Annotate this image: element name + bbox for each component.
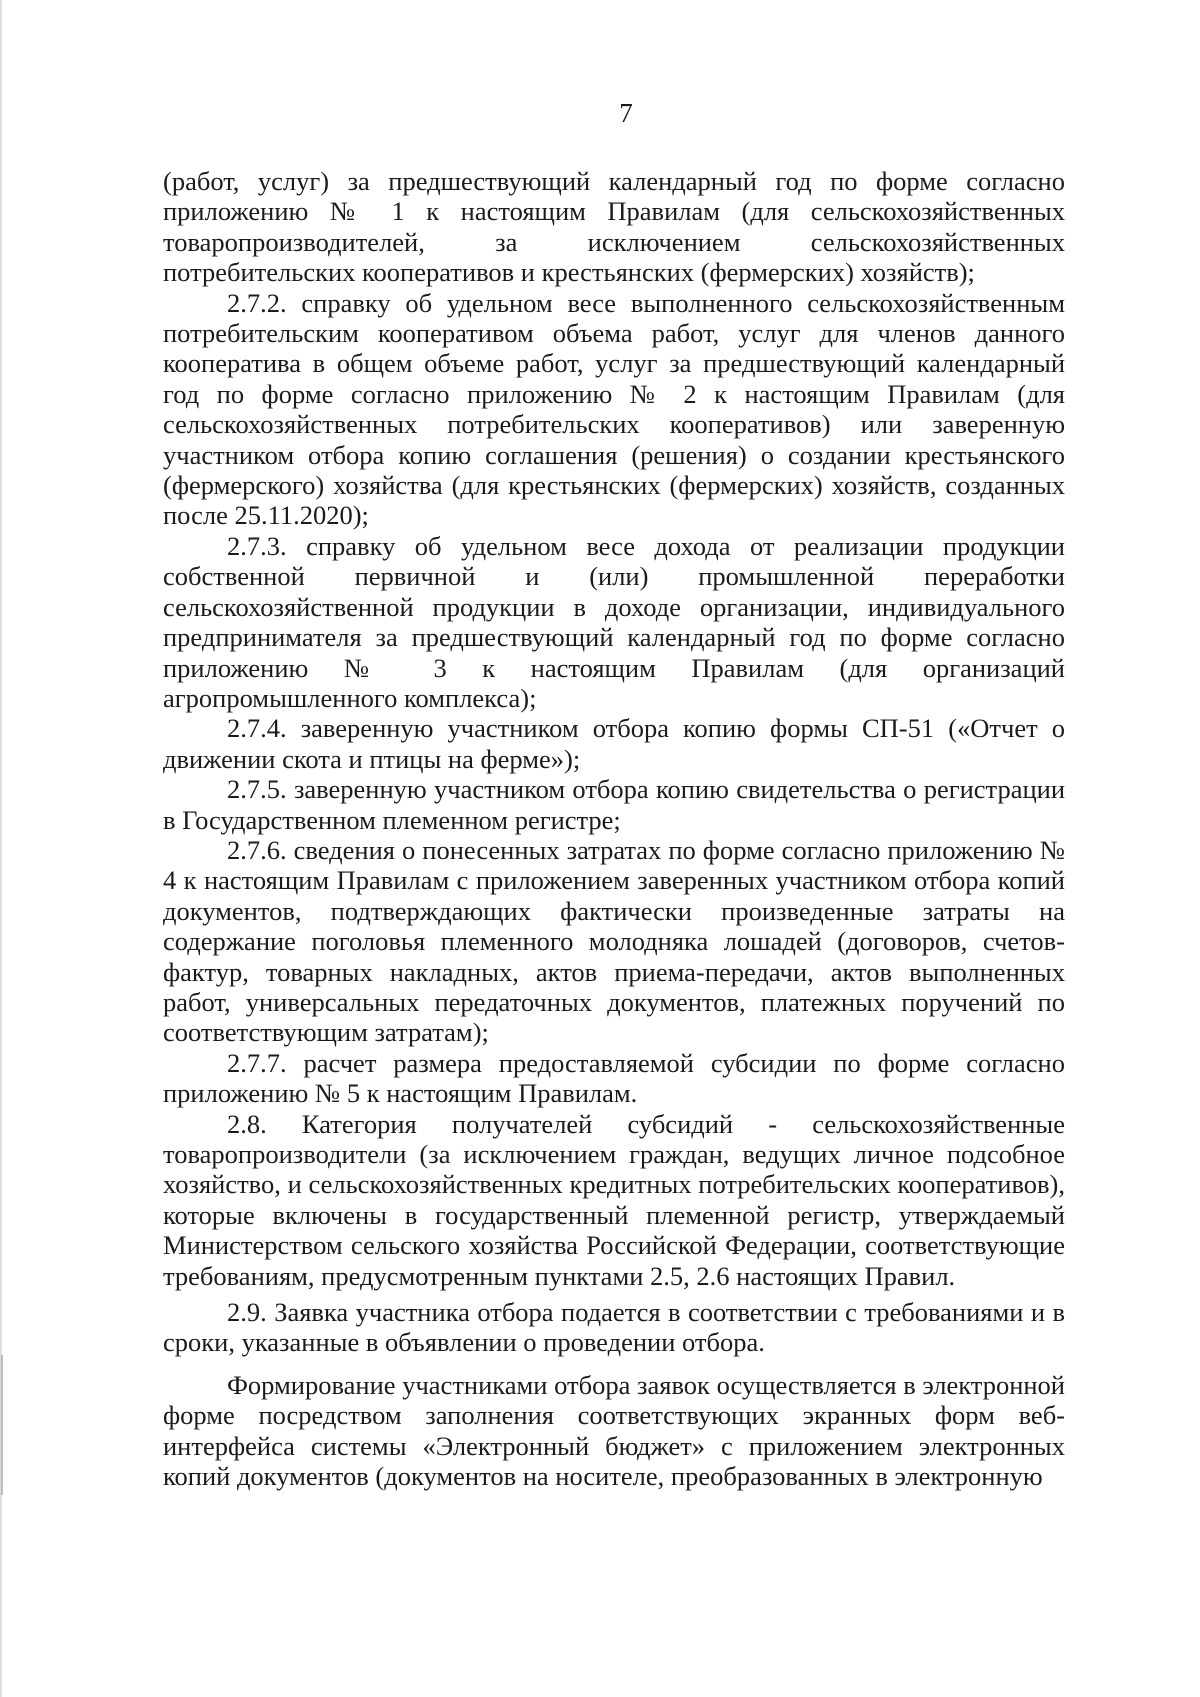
scan-edge-mark [1,1355,3,1495]
paragraph-2-7-2: 2.7.2. справку об удельном весе выполненного сельскохозяйственным потребительским кооперативом объема работ, услуг для членов данного кооператива в общем объеме работ, услуг за предшествующий календарный год по форме согласно приложению № 2 к настоящим Правилам (для сельскохозяйственных потребительских кооперативов) или заверенную участником отбора копию соглашения (решения) о создании крестьянского (фермерского) хозяйства (для крестьянских (фермерских) хозяйств, созданных после 25.11.2020); [163,287,1065,531]
paragraph-2-7-7: 2.7.7. расчет размера предоставляемой субсидии по форме согласно приложению № 5 к настоящим Правилам. [163,1047,1065,1109]
page-number: 7 [619,98,633,128]
paragraph-continuation: (работ, услуг) за предшествующий календарный год по форме согласно приложению № 1 к настоящим Правилам (для сельскохозяйственных товаропроизводителей, за исключением сельскохозяйственных потребительских кооперативов и крестьянских (фермерских) хозяйств); [163,166,1065,288]
paragraph-2-9: 2.9. Заявка участника отбора подается в соответствии с требованиями и в сроки, указанные в объявлении о проведении отбора. [163,1297,1065,1358]
paragraph-2-7-5: 2.7.5. заверенную участником отбора копию свидетельства о регистрации в Государственном племенном регистре; [163,774,1065,835]
paragraph-2-7-3: 2.7.3. справку об удельном весе дохода от реализации продукции собственной первичной и (или) промышленной переработки сельскохозяйственной продукции в доходе организации, индивидуального предпринимателя за предшествующий календарный год по форме согласно приложению № 3 к настоящим Правилам (для организаций агропромышленного комплекса); [163,530,1065,713]
paragraph-2-7-4: 2.7.4. заверенную участником отбора копию формы СП-51 («Отчет о движении скота и птицы на ферме»); [163,713,1065,774]
paragraph-electronic-form: Формирование участниками отбора заявок осуществляется в электронной форме посредством заполнения соответствующих экранных форм веб-интерфейса системы «Электронный бюджет» с приложением электронных копий документов (документов на носителе, преобразованных в электронную [163,1369,1065,1492]
document-body [163,166,1065,1491]
paragraph-2-8: 2.8. Категория получателей субсидий - сельскохозяйственные товаропроизводители (за исключением граждан, ведущих личное подсобное хозяйство, и сельскохозяйственных кредитных потребительских кооперативов), которые включены в государственный племенной регистр, утверждаемый Министерством сельского хозяйства Российской Федерации, соответствующие требованиям, предусмотренным пунктами 2.5, 2.6 настоящих Правил. [163,1108,1065,1291]
paragraph-2-7-6: 2.7.6. сведения о понесенных затратах по форме согласно приложению № 4 к настоящим Правилам с приложением заверенных участником отбора копий документов, подтверждающих фактически произведенные затраты на содержание поголовья племенного молодняка лошадей (договоров, счетов-фактур, товарных накладных, актов приема-передачи, актов выполненных работ, универсальных передаточных документов, платежных поручений по соответствующим затратам); [163,834,1065,1048]
